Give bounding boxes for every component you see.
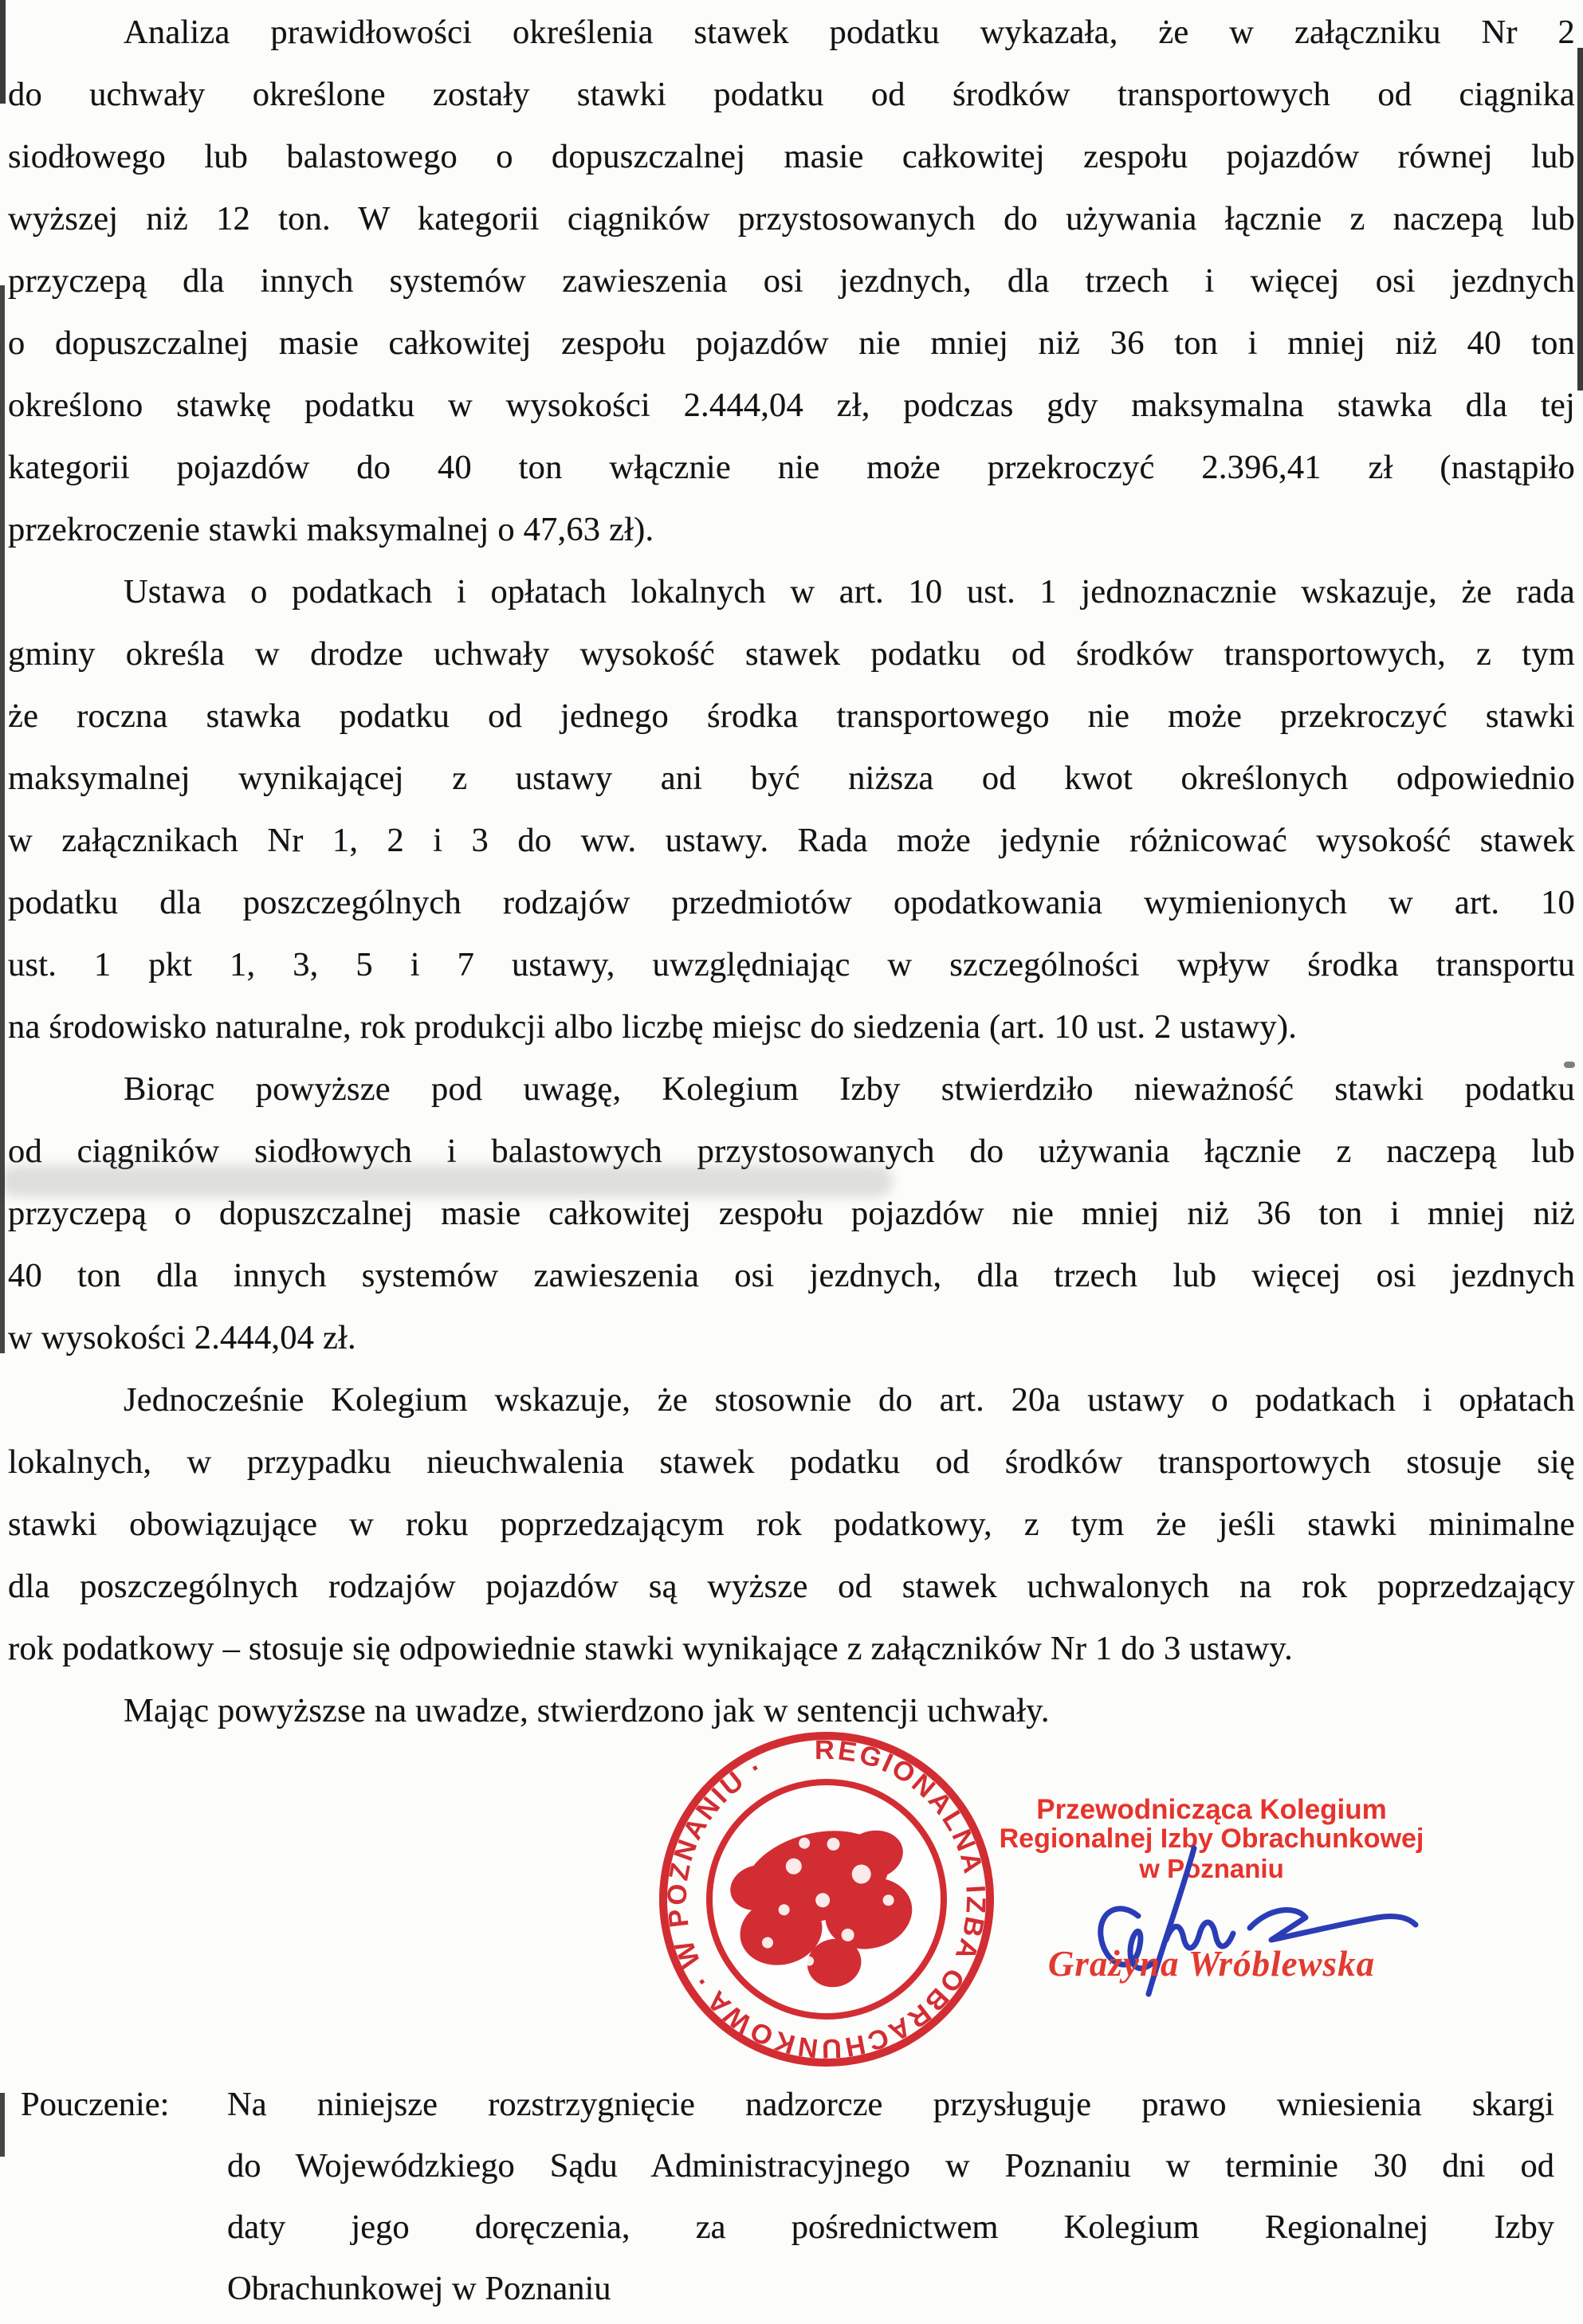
- stamp-ring-text: REGIONALNA IZBA OBRACHUNKOWA ∙ W POZNANIU ∙: [662, 1734, 992, 2064]
- paragraph-line: o dopuszczalnej masie całkowitej zespołu pojazdów nie mniej niż 36 ton i mniej niż 40 ton: [8, 324, 1575, 362]
- document-body-text: [8, 2, 1575, 1742]
- signatory-title-line3: w Poznaniu: [1139, 1854, 1284, 1883]
- paragraph-line: podatku dla poszczególnych rodzajów przedmiotów opodatkowania wymienionych w art. 10: [8, 884, 1575, 921]
- scan-edge-artifact: [1577, 48, 1583, 391]
- paragraph-line: określono stawkę podatku w wysokości 2.444,04 zł, podczas gdy maksymalna stawka dla tej: [8, 387, 1575, 424]
- signatory-title-line1: Przewodnicząca Kolegium: [1036, 1794, 1387, 1825]
- paragraph-line: od ciągników siodłowych i balastowych przystosowanych do używania łącznie z naczepą lub: [8, 1133, 1575, 1170]
- scan-edge-artifact: [0, 2093, 5, 2157]
- paragraph-line: przyczepą o dopuszczalnej masie całkowitej zespołu pojazdów nie mniej niż 36 ton i mniej niż: [8, 1195, 1575, 1232]
- paragraph-line: Mając powyższse na uwadze, stwierdzono jak w sentencji uchwały.: [124, 1692, 1050, 1729]
- paragraph-line: przyczepą dla innych systemów zawieszenia osi jezdnych, dla trzech i więcej osi jezdnych: [8, 262, 1575, 300]
- paragraph-line: siodłowego lub balastowego o dopuszczalnej masie całkowitej zespołu pojazdów równej lub: [8, 138, 1575, 175]
- paragraph-line: lokalnych, w przypadku nieuchwalenia stawek podatku od środków transportowych stosuje się: [8, 1443, 1575, 1481]
- paragraph-line: ust. 1 pkt 1, 3, 5 i 7 ustawy, uwzględniając w szczególności wpływ środka transportu: [8, 946, 1575, 983]
- paragraph-line: rok podatkowy – stosuje się odpowiednie stawki wynikające z załączników Nr 1 do 3 ustawy.: [8, 1630, 1293, 1667]
- paragraph-line: na środowisko naturalne, rok produkcji albo liczbę miejsc do siedzenia (art. 10 ust. 2 ustawy).: [8, 1008, 1298, 1046]
- paragraph-line: wyższej niż 12 ton. W kategorii ciągników przystosowanych do używania łącznie z naczepą lub: [8, 200, 1575, 238]
- paragraph-line: stawki obowiązujące w roku poprzedzającym rok podatkowy, z tym że jeśli stawki minimalne: [8, 1505, 1575, 1543]
- scan-edge-artifact: [0, 0, 6, 104]
- paragraph-line: 40 ton dla innych systemów zawieszenia osi jezdnych, dla trzech lub więcej osi jezdnych: [8, 1257, 1575, 1294]
- pouczenie-line: do Wojewódzkiego Sądu Administracyjnego w Poznaniu w terminie 30 dni od: [227, 2147, 1554, 2185]
- signatory-title-line2: Regionalnej Izby Obrachunkowej: [999, 1823, 1424, 1854]
- pouczenie-line: daty jego doręczenia, za pośrednictwem Kolegium Regionalnej Izby: [227, 2208, 1554, 2246]
- paragraph-line: w załącznikach Nr 1, 2 i 3 do ww. ustawy. Rada może jedynie różnicować wysokość stawek: [8, 822, 1575, 859]
- paragraph-line: maksymalnej wynikającej z ustawy ani być niższa od kwot określonych odpowiednio: [8, 760, 1575, 797]
- paragraph-line: Biorąc powyższe pod uwagę, Kolegium Izby stwierdziło nieważność stawki podatku: [124, 1070, 1575, 1108]
- scan-edge-artifact: [0, 285, 5, 1353]
- paragraph-line: Analiza prawidłowości określenia stawek podatku wykazała, że w załączniku Nr 2: [124, 14, 1575, 51]
- paragraph-line: do uchwały określone zostały stawki podatku od środków transportowych od ciągnika: [8, 76, 1575, 113]
- signature-block: [992, 1795, 1431, 2002]
- paragraph-line: w wysokości 2.444,04 zł.: [8, 1319, 356, 1356]
- paragraph-line: Jednocześnie Kolegium wskazuje, że stosownie do art. 20a ustawy o podatkach i opłatach: [124, 1381, 1575, 1419]
- pouczenie-section: [21, 2074, 1559, 2319]
- paragraph-line: dla poszczególnych rodzajów pojazdów są wyższe od stawek uchwalonych na rok poprzedzający: [8, 1568, 1575, 1605]
- paragraph-line: Ustawa o podatkach i opłatach lokalnych w art. 10 ust. 1 jednoznacznie wskazuje, że rada: [124, 573, 1575, 610]
- scan-speck-artifact: [1564, 1062, 1575, 1068]
- pouczenie-line: Obrachunkowej w Poznaniu: [227, 2270, 611, 2307]
- pouczenie-text: [227, 2074, 1554, 2319]
- round-official-stamp-seal: [619, 1691, 1034, 2106]
- scan-smudge-artifact: [0, 1165, 893, 1197]
- pouczenie-label: Pouczenie:: [21, 2086, 170, 2123]
- paragraph-line: kategorii pojazdów do 40 ton włącznie nie może przekroczyć 2.396,41 zł (nastąpiło: [8, 449, 1575, 486]
- pouczenie-line: Na niniejsze rozstrzygnięcie nadzorcze przysługuje prawo wniesienia skargi: [227, 2086, 1554, 2123]
- signatory-name: Grażyna Wróblewska: [1047, 1944, 1376, 1984]
- paragraph-line: przekroczenie stawki maksymalnej o 47,63 zł).: [8, 511, 654, 548]
- paragraph-line: gminy określa w drodze uchwały wysokość stawek podatku od środków transportowych, z tym: [8, 635, 1575, 673]
- paragraph-line: że roczna stawka podatku od jednego środka transportowego nie może przekroczyć stawki: [8, 697, 1575, 735]
